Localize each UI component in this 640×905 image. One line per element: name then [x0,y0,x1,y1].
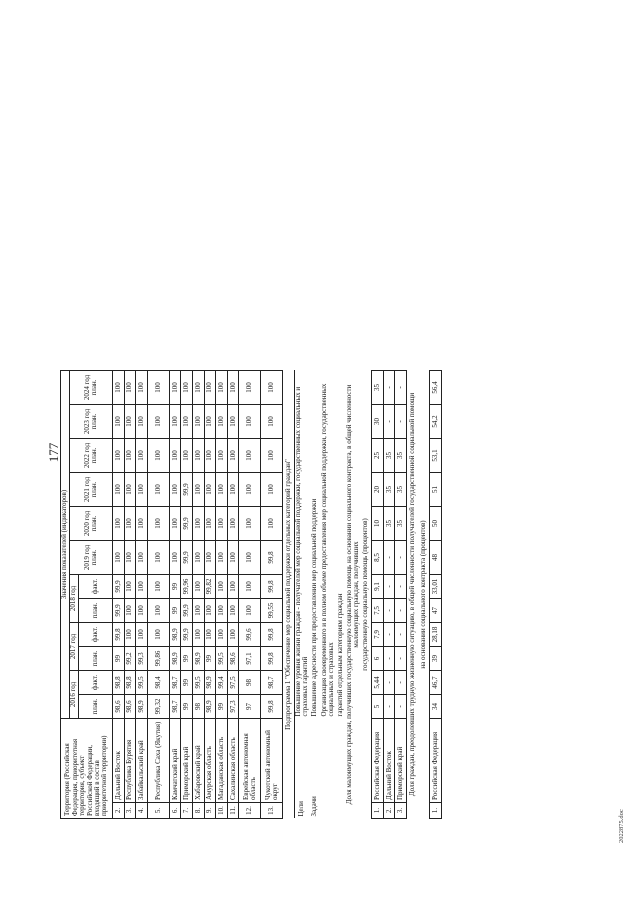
value-cell: 98,9 [204,671,216,695]
value-cell: 98,7 [169,671,181,695]
value-cell: 100 [124,473,136,507]
value-cell: 100 [204,599,216,623]
value-cell: 100 [204,371,216,405]
value-cell: 99,55 [261,599,283,623]
value-cell: 98,9 [169,647,181,671]
value-cell: 100 [227,541,239,575]
value-cell: 34 [430,695,442,719]
value-cell: 100 [147,623,169,647]
value-cell: 100 [147,541,169,575]
territory-name: Еврейская автономная область [239,719,261,803]
value-cell: 100 [216,371,228,405]
value-cell: 56,4 [430,371,442,405]
value-cell: 100 [261,473,283,507]
value-cell: 100 [216,623,228,647]
territory-name: Российская Федерация [372,719,384,803]
value-cell: 100 [136,405,148,439]
row-number: 3. [395,803,407,819]
value-cell: 99 [181,695,193,719]
tasks-text-1: Повышение адресности при предоставлении мер социальной поддержки [310,498,319,717]
territory-name: Республика Бурятия [124,719,136,803]
value-cell: - [395,575,407,599]
value-cell: - [395,371,407,405]
indicator-table [60,370,442,819]
indicator-1-title-b: государственную социальную помощь (процентов) [360,371,372,819]
table-row [372,371,384,819]
header-plan: план. [79,647,113,671]
value-cell: 99 [204,647,216,671]
tasks-text-2: Организация своевременного и в полном объеме предоставления мер социальной поддержки, государственных социальных и страховых [319,383,335,717]
rows-group-b [372,371,407,819]
value-cell: 99 [181,671,193,695]
value-cell: 99,8 [261,695,283,719]
value-cell: 100 [113,371,125,405]
header-plan: план. [79,695,113,719]
value-cell: 99,5 [216,647,228,671]
value-cell: - [383,541,395,575]
value-cell: 100 [113,439,125,473]
value-cell: 28,18 [430,623,442,647]
value-cell: 100 [136,623,148,647]
value-cell: 100 [261,439,283,473]
value-cell: 100 [136,575,148,599]
value-cell: 100 [169,405,181,439]
value-cell: 99,86 [147,647,169,671]
value-cell: 50 [430,507,442,541]
row-number: 1. [372,803,384,819]
header-2019: 2019 год план. [70,541,113,575]
value-cell: 99,8 [261,647,283,671]
page-number: 177 [46,442,61,463]
value-cell: 100 [113,473,125,507]
header-2016: 2016 год [70,671,79,719]
row-number: 4. [136,803,148,819]
row-number: 10. [216,803,228,819]
value-cell: 100 [239,575,261,599]
program-title: Подпрограмма 1 "Обеспечение мер социальной поддержки отдельных категорий граждан" [283,371,295,819]
value-cell: 100 [239,507,261,541]
value-cell: 35 [372,371,384,405]
table-row [239,371,261,819]
indicator-2-title-a: Доля граждан, преодолевших трудную жизненную ситуацию, в общей численности получателей государственной социальной помощи [408,392,417,797]
value-cell: - [383,599,395,623]
value-cell: 35 [395,439,407,473]
value-cell: 100 [261,371,283,405]
rows-group-a [113,371,283,819]
value-cell: 100 [227,473,239,507]
value-cell: 100 [227,599,239,623]
value-cell: 100 [124,371,136,405]
table-row [113,371,125,819]
value-cell: 100 [216,405,228,439]
header-2018: 2018 год [70,575,79,623]
value-cell: 47 [430,599,442,623]
table-row [430,371,442,819]
row-number: 8. [192,803,204,819]
value-cell: 100 [124,623,136,647]
value-cell: 99,32 [147,695,169,719]
territory-name: Хабаровский край [192,719,204,803]
territory-name: Забайкальский край [136,719,148,803]
value-cell: 98,8 [113,671,125,695]
territory-name: Дальний Восток [383,719,395,803]
goals-label: Цели [297,801,306,817]
value-cell: 98 [239,671,261,695]
value-cell: 100 [192,371,204,405]
territory-name: Приморский край [395,719,407,803]
table-row [395,371,407,819]
value-cell: 100 [261,507,283,541]
value-cell: 35 [383,473,395,507]
tasks-text-3: гарантий отдельным категориям граждан [335,593,344,717]
header-plan: план. [79,599,113,623]
value-cell: 100 [204,473,216,507]
value-cell: 98,7 [169,695,181,719]
value-cell: 8,5 [372,541,384,575]
value-cell: 99,6 [239,623,261,647]
value-cell: - [383,371,395,405]
value-cell: 100 [204,623,216,647]
value-cell: 6 [372,647,384,671]
value-cell: 100 [124,575,136,599]
value-cell: 99,3 [136,647,148,671]
value-cell: 100 [136,371,148,405]
value-cell: 97,3 [227,695,239,719]
value-cell: 100 [181,439,193,473]
value-cell: 99,9 [181,473,193,507]
indicator-2-title-b: на основании социального контракта (процентов) [418,371,430,819]
value-cell: 100 [192,439,204,473]
value-cell: 98,9 [204,695,216,719]
value-cell: 100 [227,371,239,405]
value-cell: 100 [192,507,204,541]
value-cell: 98,9 [136,695,148,719]
header-values: Значения показателей (индикаторов) [61,371,70,719]
table-row [192,371,204,819]
value-cell: 100 [136,507,148,541]
value-cell: 100 [192,599,204,623]
value-cell: 100 [227,507,239,541]
value-cell: 100 [192,541,204,575]
value-cell: 100 [239,541,261,575]
value-cell: 35 [383,507,395,541]
value-cell: 100 [227,623,239,647]
table-row [227,371,239,819]
value-cell: 100 [169,371,181,405]
territory-name: Дальний Восток [113,719,125,803]
value-cell: - [383,623,395,647]
row-number: 13. [261,803,283,819]
value-cell: 100 [169,473,181,507]
value-cell: 100 [136,473,148,507]
value-cell: 99,9 [113,575,125,599]
value-cell: 100 [216,473,228,507]
value-cell: 98,8 [124,671,136,695]
value-cell: 100 [169,439,181,473]
value-cell: - [395,623,407,647]
tasks-label: Задачи [310,796,319,817]
value-cell: 53,1 [430,439,442,473]
value-cell: - [383,575,395,599]
value-cell: 99 [216,695,228,719]
value-cell: 100 [147,473,169,507]
value-cell: 20 [372,473,384,507]
value-cell: 35 [395,507,407,541]
value-cell: 100 [147,371,169,405]
value-cell: 100 [239,405,261,439]
value-cell: 99,5 [192,671,204,695]
value-cell: 54,2 [430,405,442,439]
territory-name: Камчатский край [169,719,181,803]
territory-name: Чукотский автономный округ [261,719,283,803]
value-cell: - [395,599,407,623]
value-cell: 100 [204,405,216,439]
value-cell: 97,5 [227,671,239,695]
table-row [124,371,136,819]
value-cell: - [383,647,395,671]
table-row [383,371,395,819]
value-cell: 100 [136,541,148,575]
value-cell: 100 [124,541,136,575]
value-cell: 30 [372,405,384,439]
value-cell: 100 [113,541,125,575]
value-cell: 100 [239,473,261,507]
value-cell: 10 [372,507,384,541]
spacer [321,719,335,819]
table-row [136,371,148,819]
value-cell: 100 [124,599,136,623]
value-cell: 99,96 [181,575,193,599]
value-cell: 5 [372,695,384,719]
territory-name: Российская Федерация [430,719,442,803]
value-cell: 98,6 [113,695,125,719]
value-cell: 97 [239,695,261,719]
value-cell: 99,9 [113,599,125,623]
value-cell: 100 [113,405,125,439]
value-cell: 100 [169,541,181,575]
value-cell: 100 [227,439,239,473]
value-cell: 98,7 [261,671,283,695]
header-2023: 2023 год план. [70,405,113,439]
row-number: 7. [181,803,193,819]
row-number: 6. [169,803,181,819]
value-cell: 7,9 [372,623,384,647]
value-cell: 25 [372,439,384,473]
value-cell: 100 [192,473,204,507]
header-fact: факт. [79,623,113,647]
value-cell: - [395,405,407,439]
row-number: 5. [147,803,169,819]
territory-name: Магаданская область [216,719,228,803]
value-cell: - [395,647,407,671]
value-cell: 46,7 [430,671,442,695]
value-cell: 100 [113,507,125,541]
value-cell: 99,8 [261,623,283,647]
value-cell: 97,1 [239,647,261,671]
value-cell: 100 [124,405,136,439]
value-cell: 48 [430,541,442,575]
value-cell: 99,9 [181,599,193,623]
header-2024: 2024 год план. [70,371,113,405]
value-cell: 100 [227,405,239,439]
value-cell: 100 [216,541,228,575]
value-cell: 100 [216,439,228,473]
table-row [216,371,228,819]
header-2021: 2021 год план. [70,473,113,507]
value-cell: 99,8 [261,541,283,575]
table-row [181,371,193,819]
table-row [147,371,169,819]
value-cell: 99,9 [181,623,193,647]
table-row [204,371,216,819]
value-cell: 100 [192,575,204,599]
value-cell: 100 [169,507,181,541]
header-2017: 2017 год [70,623,79,671]
value-cell: 51 [430,473,442,507]
value-cell: 99,2 [124,647,136,671]
row-number: 12. [239,803,261,819]
value-cell: 100 [261,405,283,439]
territory-name: Республика Саха (Якутия) [147,719,169,803]
value-cell: 100 [147,439,169,473]
value-cell: 5,44 [372,671,384,695]
header-2020: 2020 год план. [70,507,113,541]
row-number: 2. [383,803,395,819]
value-cell: 100 [147,507,169,541]
goals-text: Повышение уровня жизни граждан - получателей мер социальной поддержки, государственных социальных и страховых гарантий [293,386,309,717]
value-cell: 99,82 [204,575,216,599]
value-cell: 100 [204,507,216,541]
value-cell: 100 [147,575,169,599]
value-cell: 9,1 [372,575,384,599]
value-cell: 100 [147,405,169,439]
value-cell: 98,4 [147,671,169,695]
value-cell: - [383,405,395,439]
value-cell: 100 [216,507,228,541]
value-cell: 99,9 [181,507,193,541]
footer-filename: 2022875.doc [618,809,625,843]
header-2022: 2022 год план. [70,439,113,473]
value-cell: 100 [136,439,148,473]
value-cell: - [395,541,407,575]
value-cell: 39 [430,647,442,671]
value-cell: 100 [239,599,261,623]
value-cell: - [395,695,407,719]
territory-name: Сахалинская область [227,719,239,803]
value-cell: 35 [395,473,407,507]
header-fact: факт. [79,671,113,695]
territory-name: Амурская область [204,719,216,803]
value-cell: - [383,671,395,695]
indicator-1-title-a: Доля малоимущих граждан, получивших государственную социальную помощь на основании социального контракта, в общей численности малоимущих граждан, получивших [345,384,361,805]
value-cell: 98 [192,695,204,719]
row-number: 11. [227,803,239,819]
value-cell: 100 [239,439,261,473]
table-row [169,371,181,819]
value-cell: 100 [192,405,204,439]
value-cell: 100 [124,439,136,473]
value-cell: 100 [124,507,136,541]
row-number: 2. [113,803,125,819]
value-cell: 98,9 [169,623,181,647]
territory-name: Приморский край [181,719,193,803]
value-cell: 99 [113,647,125,671]
value-cell: 100 [181,371,193,405]
value-cell: 98,6 [124,695,136,719]
table-row [261,371,283,819]
value-cell: 7,5 [372,599,384,623]
value-cell: 99 [169,575,181,599]
header-fact: факт. [79,575,113,599]
row-number: 1. [430,803,442,819]
value-cell: 100 [204,541,216,575]
value-cell: 100 [216,599,228,623]
value-cell: 99,8 [261,575,283,599]
row-number: 9. [204,803,216,819]
header-territory: Территория (Российская Федерация, приоритетная территория, субъект Российской Федерации, входящий в состав приоритетной территории) [61,719,113,819]
value-cell: 100 [216,575,228,599]
rows-group-c [430,371,442,819]
value-cell: 98,6 [227,647,239,671]
value-cell: 99,8 [113,623,125,647]
value-cell: 100 [239,371,261,405]
value-cell: 99,5 [136,671,148,695]
value-cell: 100 [181,405,193,439]
value-cell: 99,4 [216,671,228,695]
value-cell: 100 [147,599,169,623]
value-cell: - [395,671,407,695]
value-cell: 100 [192,623,204,647]
value-cell: 33,01 [430,575,442,599]
value-cell: 98,9 [192,647,204,671]
value-cell: 99,9 [181,541,193,575]
value-cell: 99 [181,647,193,671]
value-cell: 100 [136,599,148,623]
value-cell: 99 [169,599,181,623]
value-cell: 100 [227,575,239,599]
value-cell: - [383,695,395,719]
value-cell: 35 [383,439,395,473]
row-number: 3. [124,803,136,819]
value-cell: 100 [204,439,216,473]
